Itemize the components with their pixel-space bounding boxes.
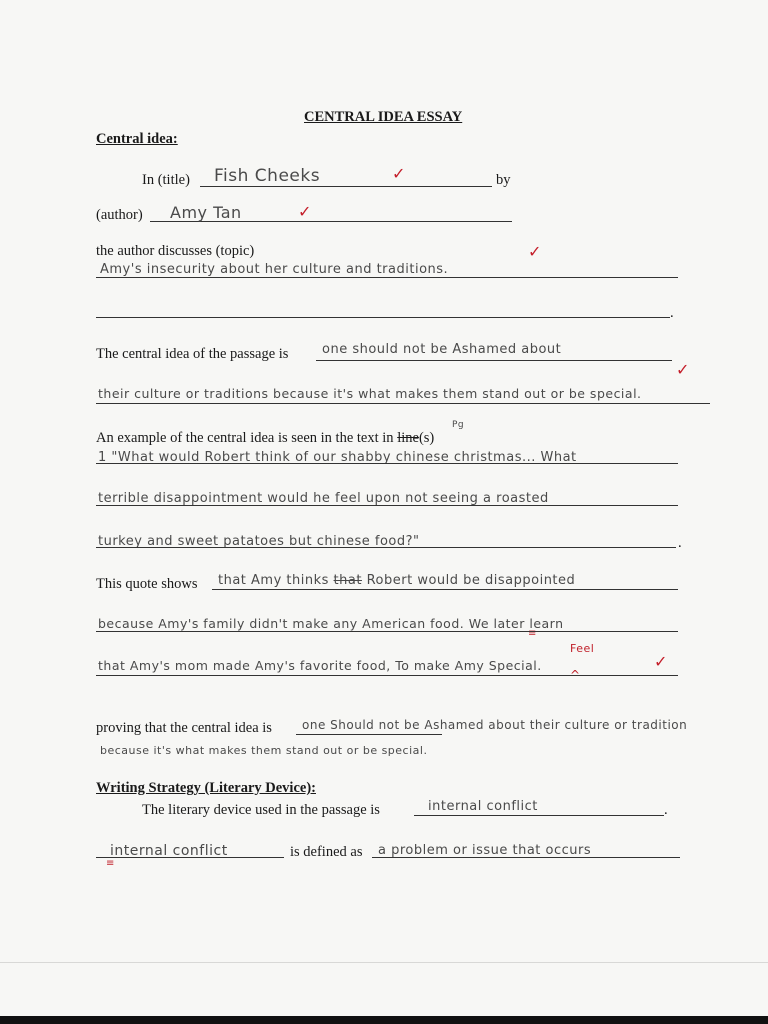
quote-line-2 (96, 631, 678, 632)
proving-answer-1: one Should not be Ashamed about their culture or tradition (302, 718, 688, 732)
central-idea-line-2 (96, 403, 710, 404)
quote-check-mark: ✓ (654, 652, 668, 671)
central-idea-line-1 (316, 360, 672, 361)
example-label-text: An example of the central idea is seen in the text in (96, 430, 394, 446)
proving-label: proving that the central idea is (96, 720, 272, 736)
author-answer: Amy Tan (170, 203, 242, 222)
title-answer: Fish Cheeks (214, 166, 321, 186)
example-answer-1: 1 "What would Robert think of our shabby chinese christmas... What (98, 450, 577, 465)
example-line-1 (96, 463, 678, 464)
quote-insert-caret: ^ (570, 668, 581, 682)
quote-answer-2: because Amy's family didn't make any American food. We later learn (98, 616, 564, 631)
quote-answer-1 (218, 573, 575, 588)
central-idea-heading: Central idea: (96, 131, 178, 147)
definition-underline-mark: ≡ (106, 858, 115, 869)
title-answer-line (200, 186, 492, 187)
author-label: (author) (96, 207, 143, 223)
example-period: . (678, 535, 682, 551)
scan-fold-line (0, 962, 768, 963)
example-line-2 (96, 505, 678, 506)
quote-answer-1a: that Amy thinks (218, 573, 329, 588)
writing-strategy-heading: Writing Strategy (Literary Device): (96, 780, 316, 796)
topic-label: the author discusses (topic) (96, 243, 255, 259)
by-label: by (496, 172, 511, 188)
in-title-label: In (title) (142, 172, 190, 188)
title-check-mark: ✓ (392, 164, 406, 183)
quote-answer-struck: that (333, 573, 362, 588)
literary-device-answer: internal conflict (428, 799, 538, 814)
quote-line-3 (96, 675, 678, 676)
quote-shows-label: This quote shows (96, 576, 198, 592)
quote-line-1 (212, 589, 678, 590)
example-paren: (s) (418, 430, 435, 446)
scan-edge (0, 1016, 768, 1024)
quote-answer-1b: Robert would be disappointed (366, 573, 576, 588)
example-answer-3: turkey and sweet patatoes but chinese food?" (98, 534, 420, 549)
literary-device-line (414, 815, 664, 816)
literary-device-label: The literary device used in the passage is (142, 802, 380, 818)
topic-line-1 (96, 277, 678, 278)
definition-answer: a problem or issue that occurs (378, 843, 592, 858)
example-answer-2: terrible disappointment would he feel upon not seeing a roasted (98, 491, 549, 506)
central-idea-answer-2: their culture or traditions because it's what makes them stand out or be special. (98, 386, 642, 401)
definition-term-line (96, 857, 284, 858)
quote-underline-mark: ≡ (528, 628, 537, 639)
example-pg-note: Pg (452, 420, 465, 430)
topic-period: . (670, 305, 674, 321)
proving-answer-2: because it's what makes them stand out or be special. (100, 744, 428, 757)
defined-as-label: is defined as (290, 844, 363, 860)
central-idea-answer-1: one should not be Ashamed about (322, 342, 562, 357)
example-label (96, 429, 434, 447)
definition-line (372, 857, 680, 858)
proving-line (296, 734, 442, 735)
example-line-3 (96, 547, 676, 548)
central-idea-check-mark: ✓ (676, 360, 690, 379)
literary-device-period: . (664, 802, 668, 818)
quote-answer-3: that Amy's mom made Amy's favorite food, To make Amy Special. (98, 658, 542, 673)
definition-term-answer: internal conflict (110, 843, 228, 859)
quote-insert-feel: Feel (570, 642, 595, 655)
example-line-struck: line (397, 430, 419, 446)
central-idea-label: The central idea of the passage is (96, 346, 289, 362)
topic-line-2 (96, 317, 670, 318)
topic-answer: Amy's insecurity about her culture and traditions. (100, 262, 449, 277)
topic-check-mark: ✓ (528, 242, 542, 261)
worksheet-title: CENTRAL IDEA ESSAY (304, 109, 463, 125)
author-check-mark: ✓ (298, 202, 312, 221)
